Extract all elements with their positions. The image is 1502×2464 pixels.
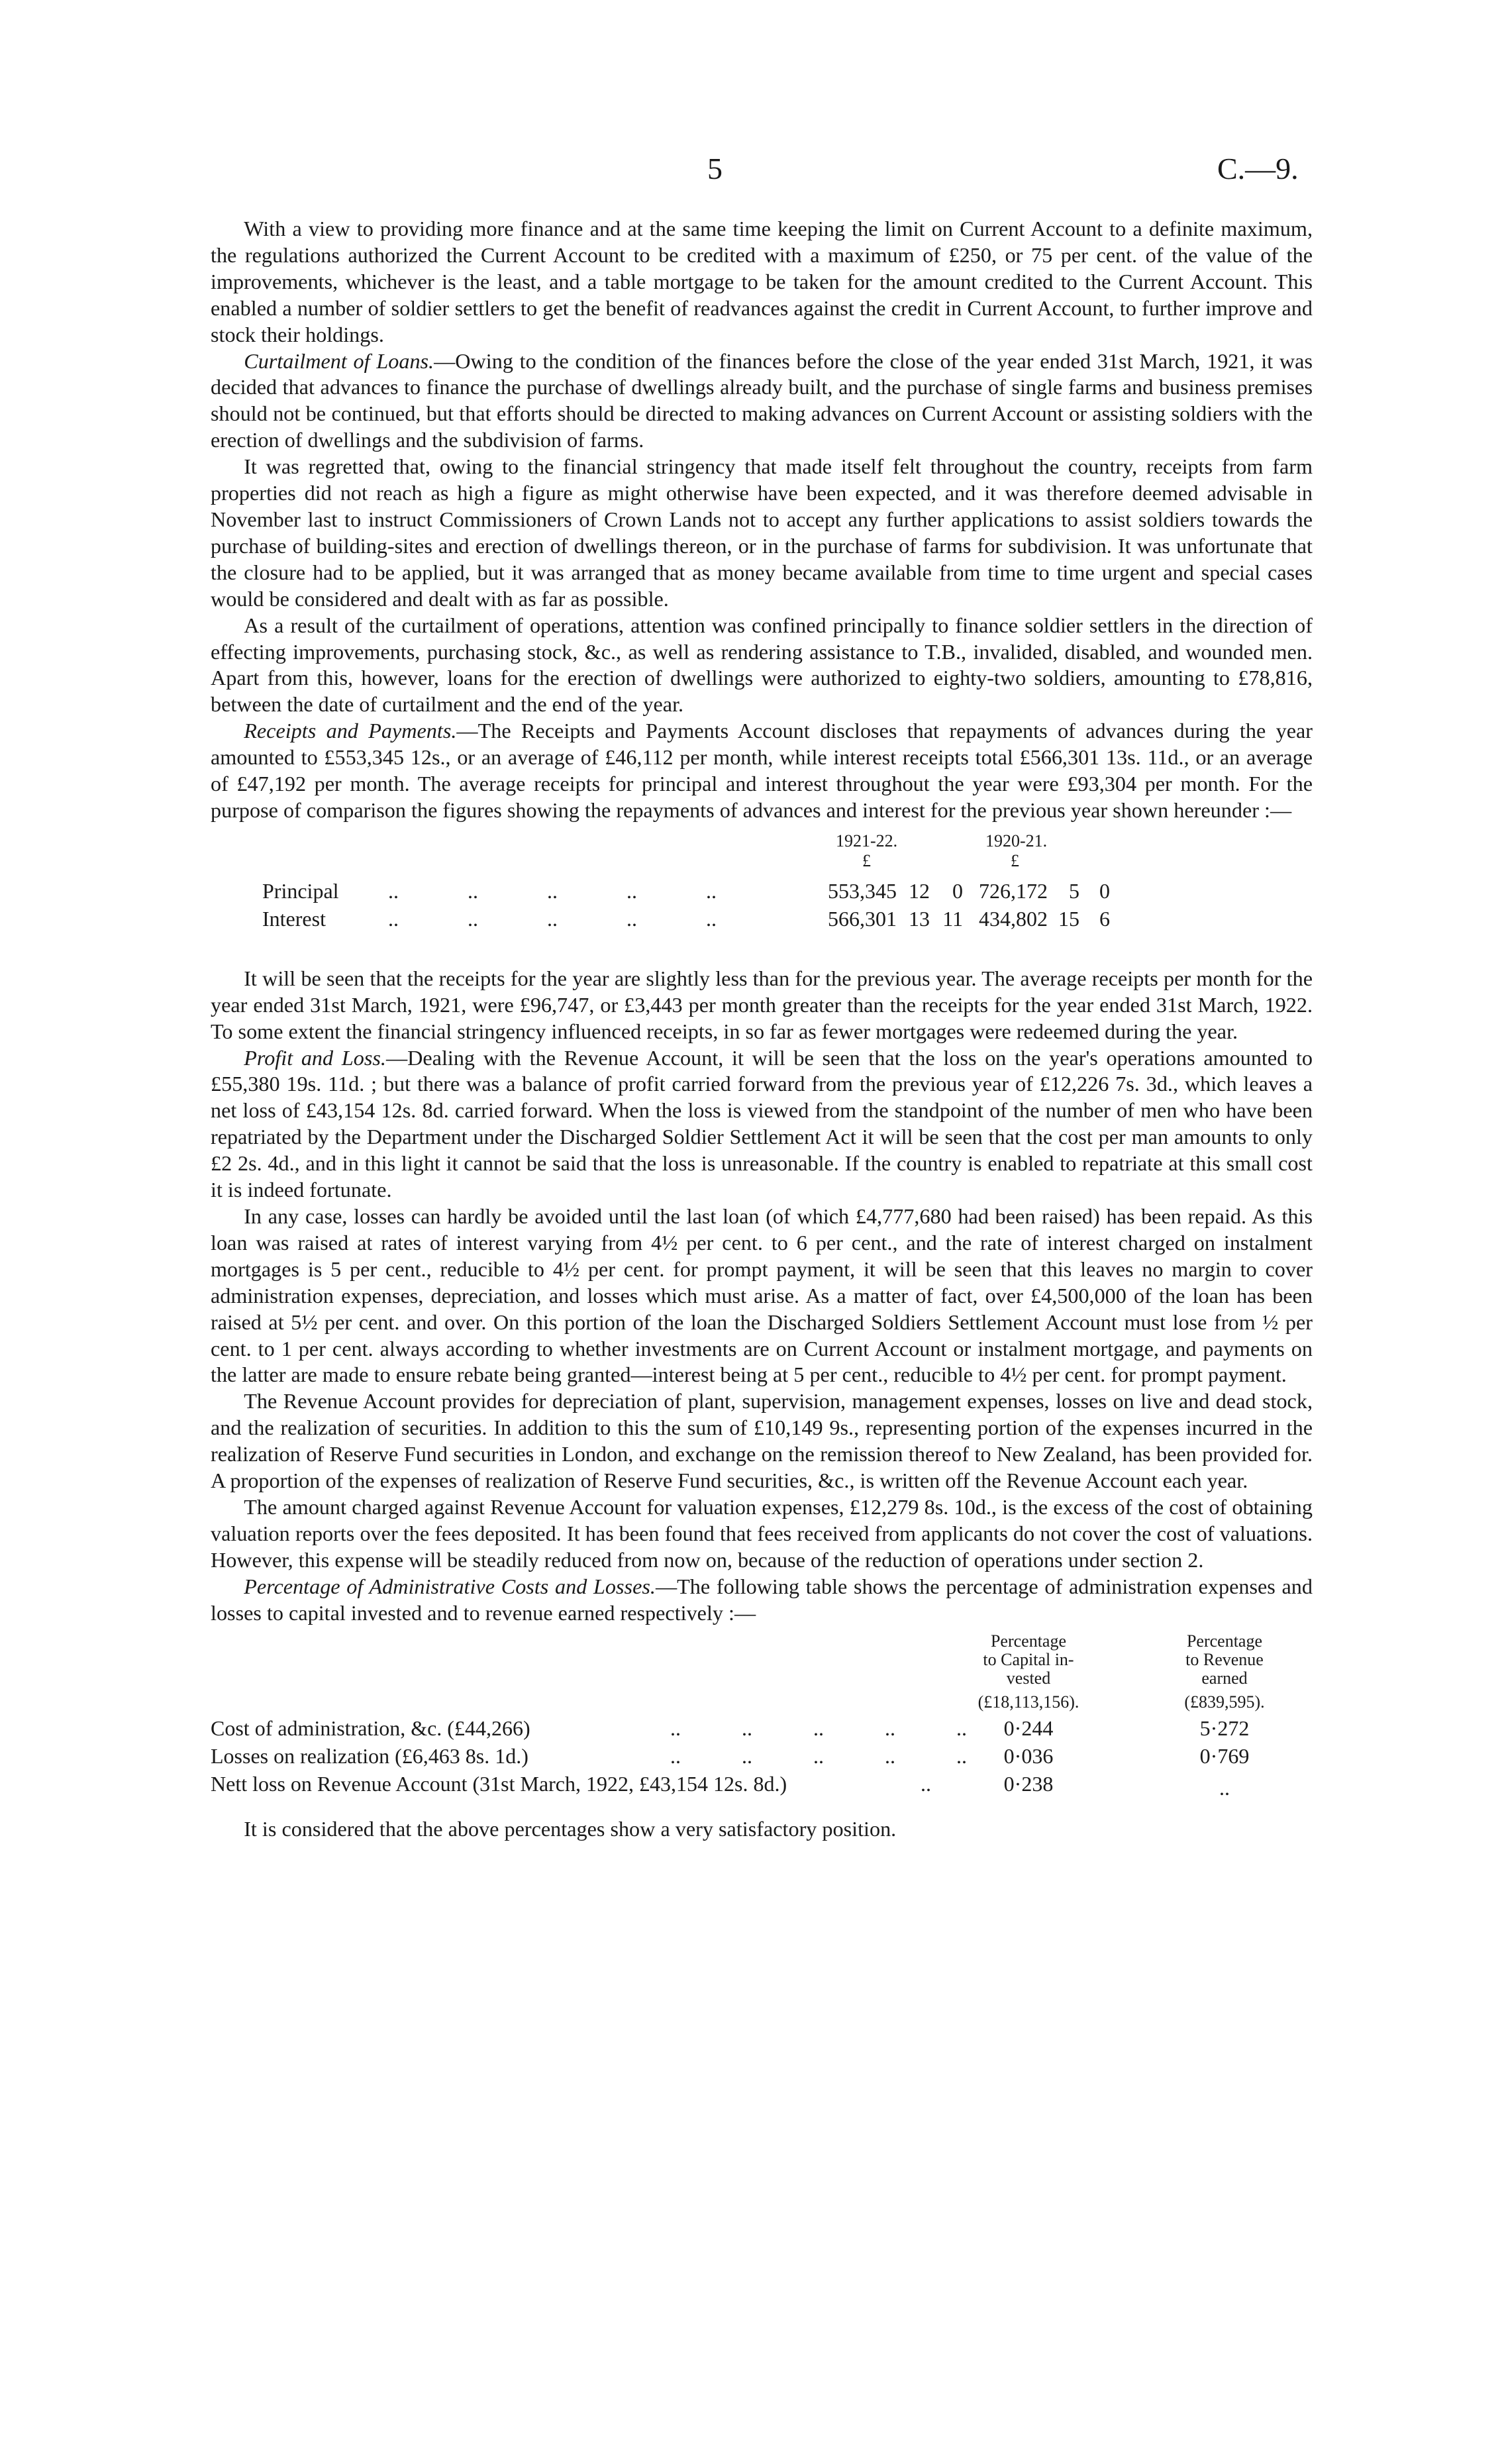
administration-capital-pct: 0·244	[1003, 1716, 1054, 1740]
pound-sign: £	[862, 850, 871, 870]
row-label-administration: Cost of administration, &c. (£44,266)	[211, 1716, 530, 1740]
interest-1920-pence: 6	[1099, 906, 1110, 931]
interest-1921-pence: 11	[942, 906, 963, 931]
paragraph-valuation-expenses: The amount charged against Revenue Account for valuation expenses, £12,279 8s. 10d., is the excess of the cost of obtaining valuation reports over the fees deposited. It has been found that fees received from applicants do not cover the cost of valuations. However, this expense will be steadily reduced from now on, because of the reduction of operations under section 2.	[211, 1494, 1313, 1572]
paragraph-text: —Dealing with the Revenue Account, it will be seen that the loss on the year's operations amounted to £55,380 19s. 11d. ; but there was a balance of profit carried forward from the previous year of £12,226 7s. 3d., which leaves a net loss of £43,154 12s. 8d. carried forward. When the loss is viewed from the standpoint of the number of men who have been repatriated by the Department under the Discharged Soldier Settlement Act it will be seen that the cost per man amounts to only £2 2s. 4d., and in this light it cannot be said that the loss is unreasonable. If the country is enabled to repatriate at this small cost it is indeed fortunate.	[211, 1045, 1313, 1202]
row-label-realization: Losses on realization (£6,463 8s. 1d.)	[211, 1743, 528, 1768]
col1-head-line2: to Capital in-	[983, 1649, 1074, 1669]
principal-1921-pence: 0	[952, 878, 963, 903]
col1-head-line3: vested	[1006, 1668, 1051, 1688]
dot-leaders: .. .. .. .. ..	[670, 1716, 967, 1740]
col1-head-line4: (£18,113,156).	[977, 1692, 1079, 1712]
nett-loss-revenue-pct: ..	[1219, 1775, 1230, 1800]
interest-1921-shillings: 13	[909, 906, 930, 931]
interest-1920-pounds: 434,802	[979, 906, 1048, 931]
col2-head-line2: to Revenue	[1185, 1649, 1264, 1669]
row-label-principal: Principal	[262, 878, 339, 903]
paragraph-conclusion: It is considered that the above percentages show a very satisfactory position.	[244, 1816, 897, 1841]
realization-capital-pct: 0·036	[1003, 1743, 1054, 1768]
paragraph-profit-loss	[211, 1045, 1313, 1204]
paragraph-text: —The Receipts and Payments Account discloses that repayments of advances during the year amounted to £553,345 12s., or an average of £46,112 per month, while interest receipts total £566,301 13s. 11d., or an average of £47,192 per month. The average receipts for principal and interest throughout the year were £93,304 per month. For the purpose of comparison the figures showing the repayments of advances and interest for the previous year shown hereunder :—	[211, 719, 1313, 822]
col2-head-line3: earned	[1201, 1668, 1248, 1688]
principal-1921-pounds: 553,345	[828, 878, 897, 903]
paragraph-text: —The following table shows the percentage of administration expenses and losses to capital invested and to revenue earned respectively :—	[211, 1574, 1313, 1625]
report-body	[211, 216, 1313, 1842]
paragraph-receipts	[211, 718, 1313, 824]
page-number: 5	[707, 152, 723, 185]
realization-revenue-pct: 0·769	[1199, 1743, 1250, 1768]
receipts-comparison-table	[211, 824, 1313, 966]
row-label-nett-loss: Nett loss on Revenue Account (31st March, 1922, £43,154 12s. 8d.)	[211, 1771, 787, 1796]
dot-leaders: .. .. .. .. ..	[388, 906, 717, 931]
interest-1920-shillings: 15	[1058, 906, 1079, 931]
paragraph-current-account: With a view to providing more finance and at the same time keeping the limit on Current Account to a definite maximum, the regulations authorized the Current Account to be credited with a maximum of £250, or 75 per cent. of the value of the improvements, whichever is the least, and a table mortgage to be taken for the amount credited to the Current Account. This enabled a number of soldier settlers to get the benefit of readvances against the credit in Current Account, to further improve and stock their holdings.	[211, 217, 1313, 346]
section-heading-receipts: Receipts and Payments.	[244, 719, 457, 743]
principal-1920-pence: 0	[1099, 878, 1110, 903]
col2-head-line4: (£839,595).	[1184, 1692, 1265, 1712]
column-header-1921-22: 1921-22.	[836, 831, 898, 850]
principal-1921-shillings: 12	[909, 878, 930, 903]
percentage-table	[211, 1627, 1313, 1816]
paragraph-receipts-comparison: It will be seen that the receipts for the year are slightly less than for the previous year. The average receipts per month for the year ended 31st March, 1921, were £96,747, or £3,443 per month greater than the receipts for the year ended 31st March, 1922. To some extent the financial stringency influenced receipts, in so far as fewer mortgages were redeemed during the year.	[211, 966, 1313, 1043]
col2-head-line1: Percentage	[1186, 1631, 1263, 1651]
pound-sign: £	[1011, 850, 1019, 870]
col1-head-line1: Percentage	[990, 1631, 1067, 1651]
column-header-1920-21: 1920-21.	[985, 831, 1048, 850]
paragraph-financial-stringency: It was regretted that, owing to the financial stringency that made itself felt throughout the country, receipts from farm properties did not reach as high a figure as might otherwise have been expected, and it was therefore deemed advisable in November last to instruct Commissioners of Crown Lands not to accept any further applications to assist soldiers towards the purchase of building-sites and erection of dwellings thereon, or in the purchase of farms for subdivision. It was unfortunate that the closure had to be applied, but it was arranged that as money became available from time to time urgent and special cases would be considered and dealt with as far as possible.	[211, 454, 1313, 611]
row-label-interest: Interest	[262, 906, 326, 931]
principal-1920-shillings: 5	[1069, 878, 1079, 903]
paragraph-revenue-account: The Revenue Account provides for depreciation of plant, supervision, management expenses, losses on live and dead stock, and the realization of securities. In addition to this the sum of £10,149 9s., representing portion of the expenses incurred in the realization of Reserve Fund securities in London, and exchange on the remission thereof to New Zealand, has been provided for. A proportion of the expenses of realization of Reserve Fund securities, &c., is written off the Revenue Account each year.	[211, 1389, 1313, 1493]
dot-leaders: .. .. .. .. ..	[670, 1743, 967, 1768]
paragraph-text: —Owing to the condition of the finances before the close of the year ended 31st March, 1921, it was decided that advances to finance the purchase of dwellings already built, and the purchase of single farms and business premises should not be continued, but that efforts should be directed to making advances on Current Account or assisting soldiers with the erection of dwellings and the subdivision of farms.	[211, 348, 1313, 452]
dot-leaders: ..	[921, 1771, 931, 1796]
paragraph-curtailment-result: As a result of the curtailment of operations, attention was confined principally to finance soldier settlers in the direction of effecting improvements, purchasing stock, &c., as well as rendering assistance to T.B., invalided, disabled, and wounded men. Apart from this, however, loans for the erection of dwellings were authorized to eighty-two soldiers, amounting to £78,816, between the date of curtailment and the end of the year.	[211, 613, 1313, 717]
section-heading-percentage: Percentage of Administrative Costs and Losses.	[244, 1574, 656, 1598]
nett-loss-capital-pct: 0·238	[1003, 1771, 1054, 1796]
dot-leaders: .. .. .. .. ..	[388, 878, 717, 903]
interest-1921-pounds: 566,301	[828, 906, 897, 931]
paragraph-curtailment	[211, 348, 1313, 454]
principal-1920-pounds: 726,172	[979, 878, 1048, 903]
paragraph-loan-losses: In any case, losses can hardly be avoided until the last loan (of which £4,777,680 had been raised) has been repaid. As this loan was raised at rates of interest varying from 4½ per cent. to 6 per cent., and the rate of interest charged on instalment mortgages is 5 per cent., reducible to 4½ per cent. for prompt payment, it will be seen that this leaves no margin to cover administration expenses, depreciation, and losses which must arise. As a matter of fact, over £4,500,000 of the loan has been raised at 5½ per cent. and over. On this portion of the loan the Discharged Soldiers Settlement Account must lose from ½ per cent. to 1 per cent. always according to whether investments are on Current Account or instalment mortgage, and payments on the latter are made to ensure rebate being granted—interest being at 5 per cent., reducible to 4½ per cent. for prompt payment.	[211, 1204, 1313, 1387]
section-heading-curtailment: Curtailment of Loans.	[244, 348, 434, 373]
section-heading-profit-loss: Profit and Loss.	[244, 1045, 386, 1070]
administration-revenue-pct: 5·272	[1199, 1716, 1250, 1740]
document-reference: C.—9.	[1217, 152, 1299, 185]
paragraph-percentage	[211, 1574, 1313, 1627]
